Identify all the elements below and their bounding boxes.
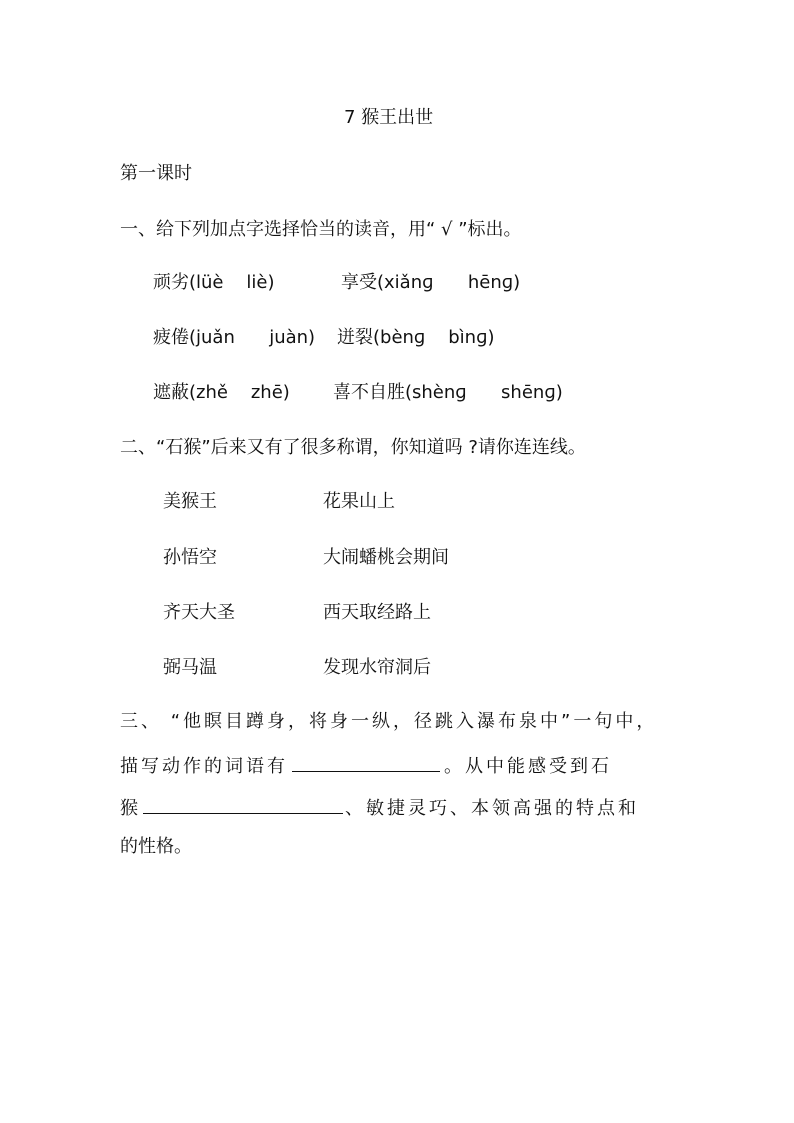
q3-text: 、敏捷灵巧、本领高强的特点和 xyxy=(345,798,639,819)
q1-item-options: (bènɡ bìnɡ) xyxy=(373,327,495,348)
q3-text: 猴 xyxy=(120,798,141,819)
answer-blank-1[interactable] xyxy=(292,753,440,772)
q1-item-6 xyxy=(333,382,563,404)
page-title: 7 猴王出世 xyxy=(344,107,434,128)
q2-right-item[interactable]: 发现水帘洞后 xyxy=(323,657,431,678)
q3-text: 描写动作的词语有 xyxy=(120,756,288,777)
q1-item-options: (juǎn juàn) xyxy=(189,327,316,348)
question-3-line-2 xyxy=(120,753,612,778)
q1-item-5 xyxy=(153,382,290,404)
q1-item-1 xyxy=(153,272,275,294)
q1-item-options: (zhě zhē) xyxy=(189,382,290,403)
question-3-line-3 xyxy=(120,795,639,820)
q2-right-item[interactable]: 大闹蟠桃会期间 xyxy=(323,547,449,568)
q1-item-word: 顽劣 xyxy=(153,272,189,293)
q1-item-options: (lüè liè) xyxy=(189,272,275,293)
question-3-line-4: 的性格。 xyxy=(120,836,192,857)
q3-text: 。从中能感受到石 xyxy=(444,756,612,777)
q2-left-item[interactable]: 美猴王 xyxy=(163,491,217,512)
q2-right-item[interactable]: 西天取经路上 xyxy=(323,602,431,623)
answer-blank-2[interactable] xyxy=(143,795,343,814)
q1-item-4 xyxy=(337,327,495,349)
q2-left-item[interactable]: 弼马温 xyxy=(163,657,217,678)
question-3-line-1: 三、 “他瞑目蹲身，将身一纵，径跳入瀑布泉中”一句中， xyxy=(120,711,658,732)
q1-item-3 xyxy=(153,327,315,349)
q1-item-word: 疲倦 xyxy=(153,327,189,348)
lesson-label: 第一课时 xyxy=(120,163,192,184)
q1-item-options: (shènɡ shēnɡ) xyxy=(405,382,563,403)
q1-item-options: (xiǎnɡ hēnɡ) xyxy=(377,272,521,293)
q1-item-word: 喜不自胜 xyxy=(333,382,405,403)
q1-item-2 xyxy=(341,272,520,294)
question-1-prompt: 一、给下列加点字选择恰当的读音，用“ √ ”标出。 xyxy=(120,219,522,240)
q2-left-item[interactable]: 齐天大圣 xyxy=(163,602,235,623)
q1-item-word: 迸裂 xyxy=(337,327,373,348)
q2-right-item[interactable]: 花果山上 xyxy=(323,491,395,512)
q1-item-word: 享受 xyxy=(341,272,377,293)
question-2-prompt: 二、“石猴”后来又有了很多称谓，你知道吗 ?请你连连线。 xyxy=(120,437,586,458)
q2-left-item[interactable]: 孙悟空 xyxy=(163,547,217,568)
q1-item-word: 遮蔽 xyxy=(153,382,189,403)
